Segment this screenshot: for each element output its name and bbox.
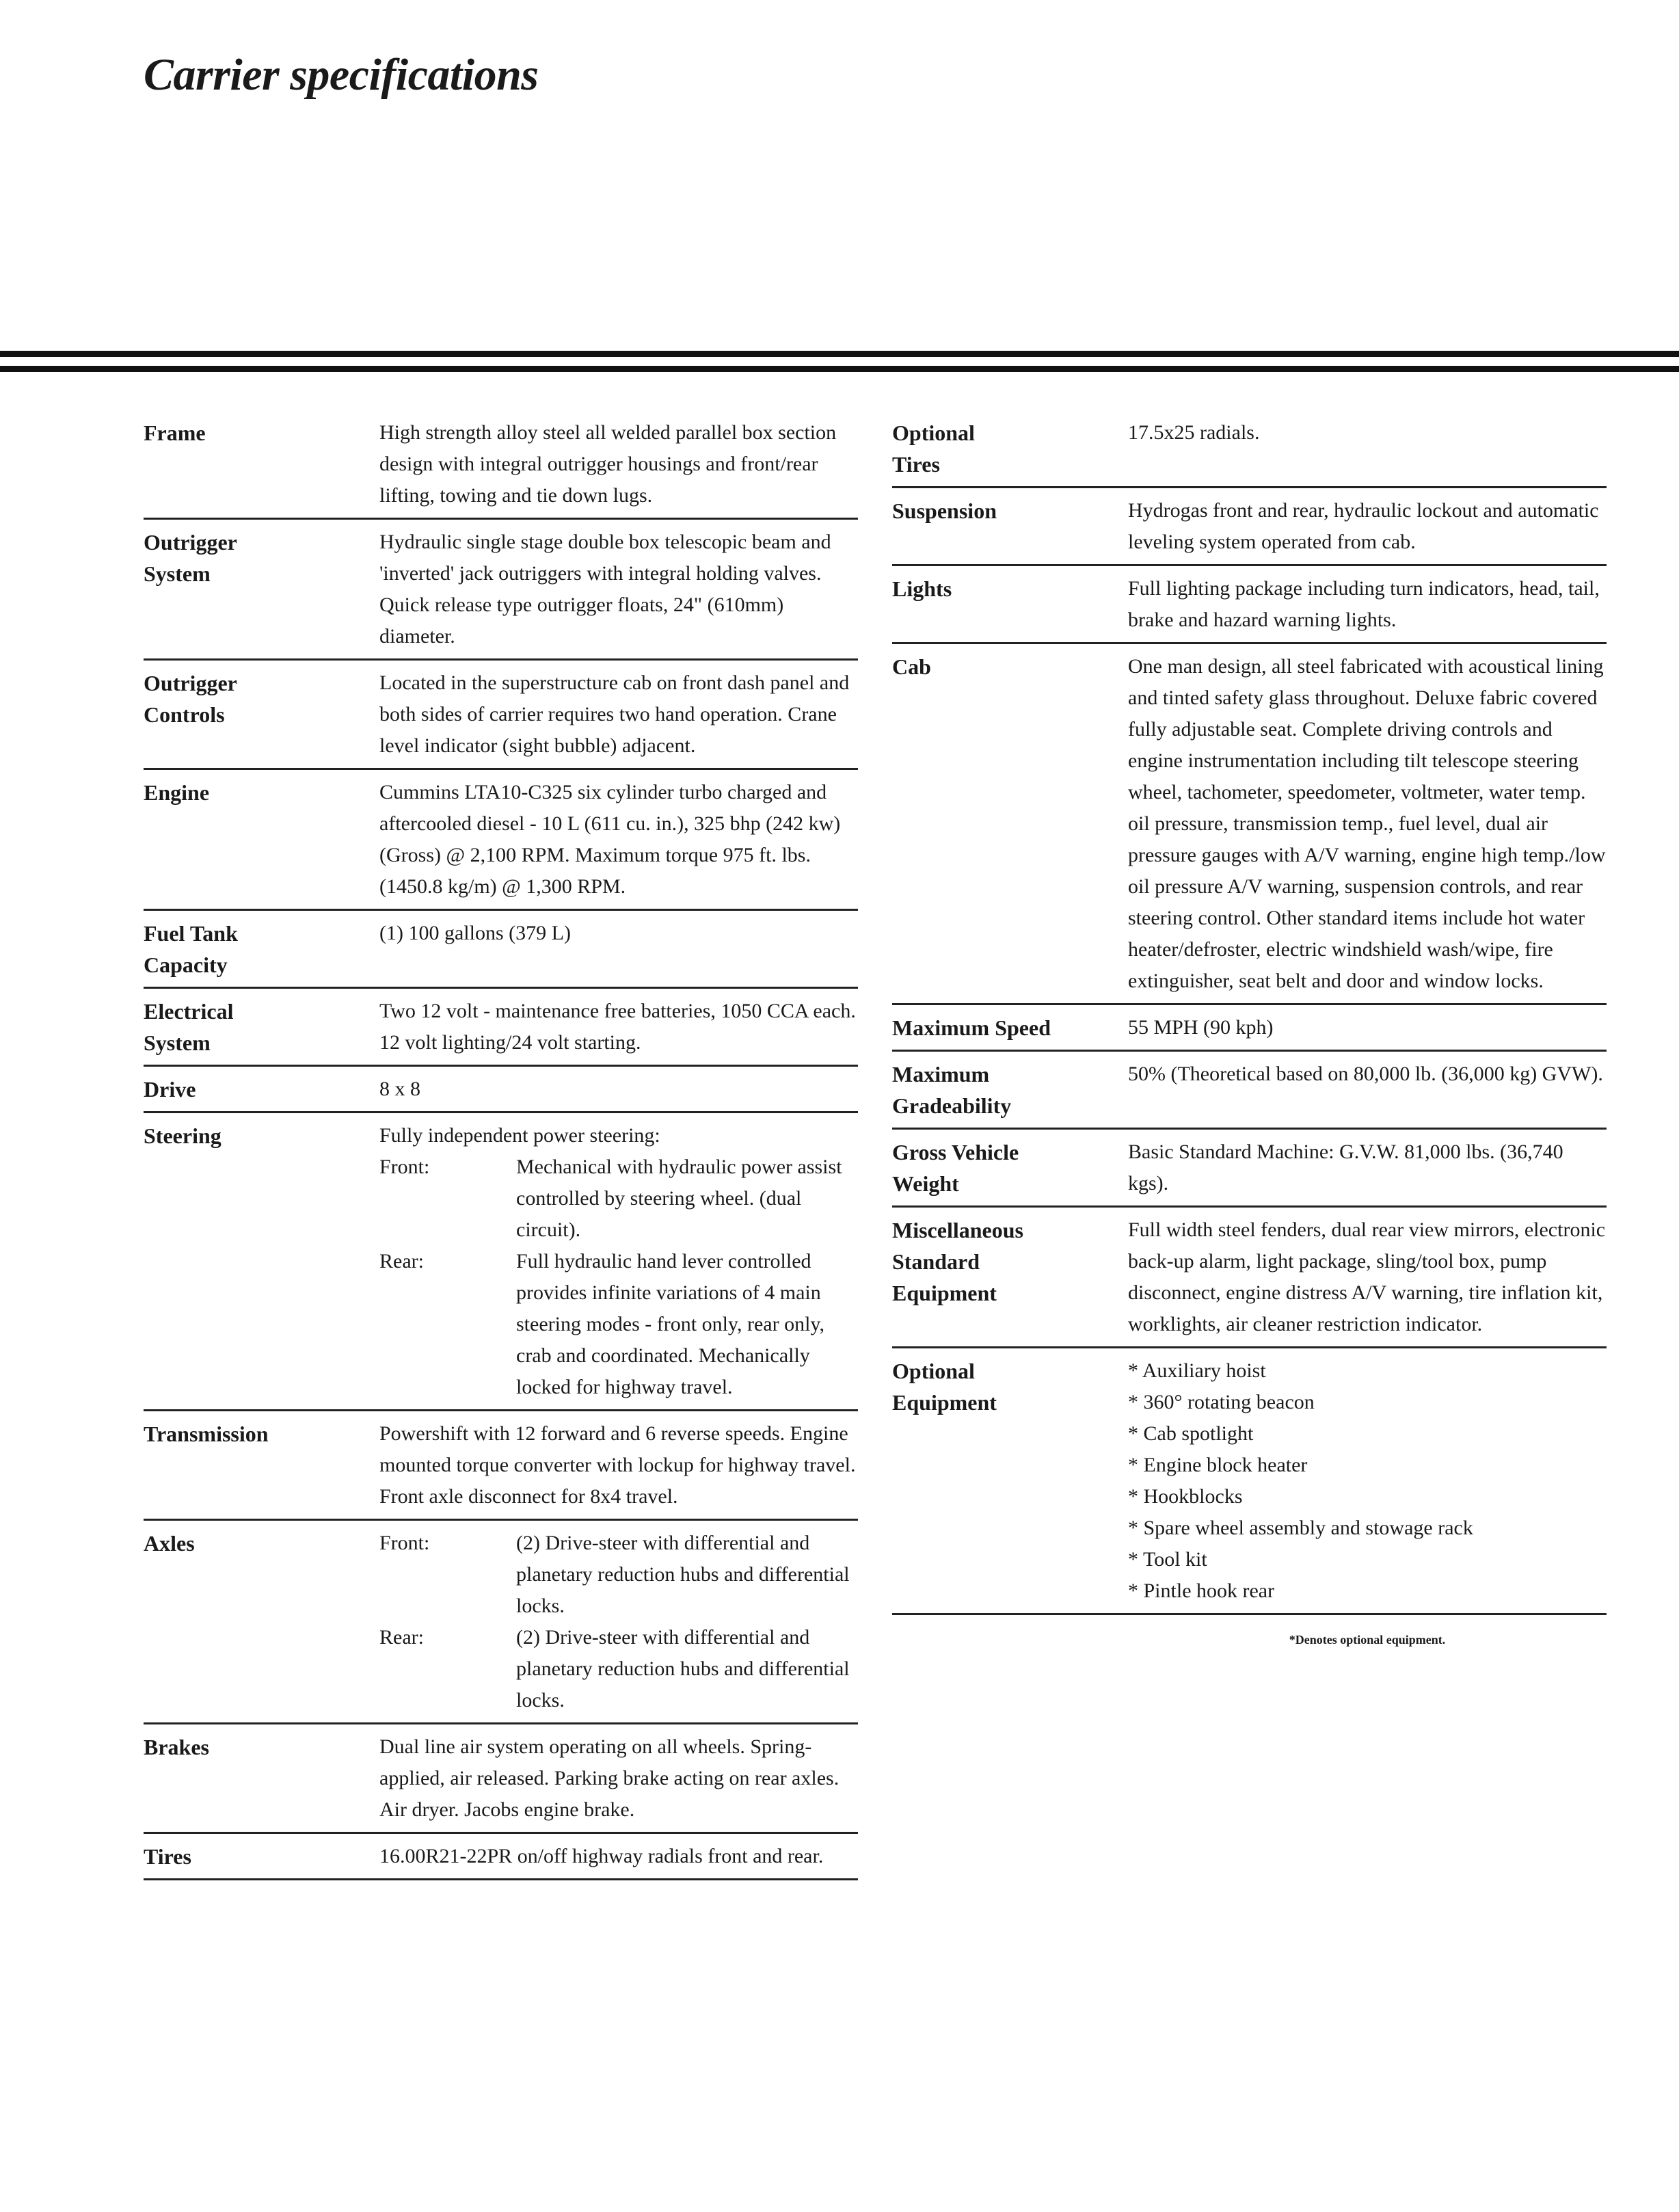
spec-label: Maximum Speed (892, 1015, 1051, 1040)
spec-label: Fuel Tank Capacity (144, 921, 238, 977)
list-item: * 360° rotating beacon (1128, 1391, 1315, 1413)
spec-label: Lights (892, 576, 952, 601)
page-title: Carrier specifications (144, 50, 539, 100)
spec-label: Transmission (144, 1422, 269, 1446)
spec-value: Hydraulic single stage double box telescopic beam and 'inverted' jack outriggers with integral holding valves. Quick release type outrigger floats, 24" (610mm) diameter. (379, 531, 831, 648)
axles-front-row (379, 1528, 858, 1622)
spec-label: Suspension (892, 498, 997, 523)
steering-intro: Fully independent power steering: (379, 1124, 660, 1147)
spec-row-max-speed (892, 1005, 1607, 1052)
spec-value: Basic Standard Machine: G.V.W. 81,000 lbs. (36,740 kgs). (1128, 1141, 1563, 1195)
sub-text: Mechanical with hydraulic power assist controlled by steering wheel. (dual circuit). (516, 1156, 842, 1241)
spec-value: Powershift with 12 forward and 6 reverse speeds. Engine mounted torque converter with lockup for highway travel. Front axle disconnect for 8x4 travel. (379, 1422, 856, 1508)
spec-value: 16.00R21-22PR on/off highway radials front and rear. (379, 1845, 824, 1867)
spec-label: Optional Tires (892, 421, 975, 477)
spec-value: 8 x 8 (379, 1078, 420, 1100)
spec-row-gvw (892, 1130, 1607, 1208)
spec-row-outrigger-system (144, 520, 858, 661)
list-item: * Engine block heater (1128, 1454, 1308, 1476)
list-item: * Auxiliary hoist (1128, 1359, 1266, 1382)
spec-row-transmission (144, 1411, 858, 1521)
spec-row-cab (892, 644, 1607, 1005)
spec-row-gradeability (892, 1052, 1607, 1130)
spec-value: 17.5x25 radials. (1128, 421, 1260, 444)
spec-value (379, 1120, 858, 1403)
header-rule-bottom (0, 366, 1679, 372)
axles-rear-row (379, 1622, 858, 1716)
spec-value: Two 12 volt - maintenance free batteries, 1050 CCA each. 12 volt lighting/24 volt starting. (379, 1000, 856, 1054)
list-item: * Cab spotlight (1128, 1422, 1254, 1445)
spec-value (379, 1528, 858, 1716)
spec-value: 50% (Theoretical based on 80,000 lb. (36,000 kg) GVW). (1128, 1063, 1603, 1085)
spec-value: Full lighting package including turn indicators, head, tail, brake and hazard warning lights. (1128, 577, 1600, 631)
spec-row-axles (144, 1521, 858, 1724)
spec-label: Cab (892, 654, 931, 679)
spec-row-steering (144, 1113, 858, 1411)
spec-row-brakes (144, 1724, 858, 1834)
spec-value: 55 MPH (90 kph) (1128, 1016, 1274, 1039)
sub-label: Front: (379, 1532, 430, 1554)
spec-label: Tires (144, 1844, 191, 1869)
spec-row-lights (892, 566, 1607, 644)
spec-row-frame (144, 410, 858, 520)
optional-equipment-list (1128, 1355, 1607, 1607)
spec-value: Hydrogas front and rear, hydraulic lockout and automatic leveling system operated from cab. (1128, 499, 1599, 553)
spec-row-outrigger-controls (144, 661, 858, 770)
spec-value: Cummins LTA10-C325 six cylinder turbo charged and aftercooled diesel - 10 L (611 cu. in.), 325 bhp (242 kw) (Gross) @ 2,100 RPM. Maximum torque 975 ft. lbs. (1450.8 kg/m) @ 1,300 RPM. (379, 781, 841, 898)
left-spec-column (144, 410, 858, 1880)
steering-rear-row (379, 1246, 858, 1403)
spec-row-optional-tires (892, 410, 1607, 488)
spec-label: Gross Vehicle Weight (892, 1140, 1019, 1196)
steering-front-row (379, 1151, 858, 1246)
spec-row-electrical (144, 989, 858, 1067)
spec-label: Steering (144, 1123, 221, 1148)
spec-row-drive (144, 1067, 858, 1113)
list-item: * Hookblocks (1128, 1485, 1243, 1508)
spec-label: Miscellaneous Standard Equipment (892, 1218, 1023, 1305)
spec-value: Full width steel fenders, dual rear view mirrors, electronic back-up alarm, light package, sling/tool box, pump disconnect, engine distress A/V warning, tire inflation kit, worklights, air cleaner restriction indicator. (1128, 1218, 1606, 1335)
spec-label: Outrigger System (144, 530, 237, 586)
list-item: * Spare wheel assembly and stowage rack (1128, 1517, 1473, 1539)
spec-label: Drive (144, 1077, 196, 1102)
spec-label: Optional Equipment (892, 1359, 997, 1415)
list-item: * Pintle hook rear (1128, 1580, 1275, 1602)
spec-label: Maximum Gradeability (892, 1062, 1012, 1118)
spec-row-optional-equipment (892, 1348, 1607, 1615)
spec-label: Brakes (144, 1735, 209, 1759)
spec-row-engine (144, 770, 858, 911)
sub-text: (2) Drive-steer with differential and planetary reduction hubs and differential locks. (516, 1626, 850, 1711)
spec-label: Axles (144, 1531, 195, 1556)
spec-label: Frame (144, 421, 206, 445)
header-rule-top (0, 351, 1679, 357)
spec-row-suspension (892, 488, 1607, 566)
spec-value: (1) 100 gallons (379 L) (379, 922, 571, 944)
spec-value: Located in the superstructure cab on front dash panel and both sides of carrier requires two hand operation. Crane level indicator (sight bubble) adjacent. (379, 671, 850, 757)
sub-label: Front: (379, 1156, 430, 1178)
spec-value: High strength alloy steel all welded parallel box section design with integral outrigger housings and front/rear lifting, towing and tie down lugs. (379, 421, 837, 507)
spec-label: Electrical System (144, 999, 234, 1055)
sub-label: Rear: (379, 1626, 424, 1649)
spec-label: Engine (144, 780, 210, 805)
sub-text: (2) Drive-steer with differential and planetary reduction hubs and differential locks. (516, 1532, 850, 1617)
right-spec-column (892, 410, 1607, 1647)
sub-text: Full hydraulic hand lever controlled provides infinite variations of 4 main steering modes - front only, rear only, crab and coordinated. Mechanically locked for highway travel. (516, 1250, 824, 1398)
footnote: *Denotes optional equipment. (1289, 1633, 1446, 1647)
spec-value: Dual line air system operating on all wheels. Spring-applied, air released. Parking brake acting on rear axles. Air dryer. Jacobs engine brake. (379, 1735, 840, 1821)
spec-row-tires (144, 1834, 858, 1880)
spec-row-misc-equipment (892, 1208, 1607, 1348)
spec-label: Outrigger Controls (144, 671, 237, 727)
sub-label: Rear: (379, 1250, 424, 1272)
list-item: * Tool kit (1128, 1548, 1207, 1571)
spec-value: One man design, all steel fabricated with acoustical lining and tinted safety glass throughout. Deluxe fabric covered fully adjustable seat. Complete driving controls and engine instrumentation including tilt telescope steering wheel, tachometer, speedometer, voltmeter, water temp. oil pressure, transmission temp., fuel level, dual air pressure gauges with A/V warning, engine high temp./low oil pressure A/V warning, suspension controls, and rear steering control. Other standard items include hot water heater/defroster, electric windshield wash/wipe, fire extinguisher, seat belt and door and window locks. (1128, 655, 1606, 992)
spec-row-fuel-tank (144, 911, 858, 989)
